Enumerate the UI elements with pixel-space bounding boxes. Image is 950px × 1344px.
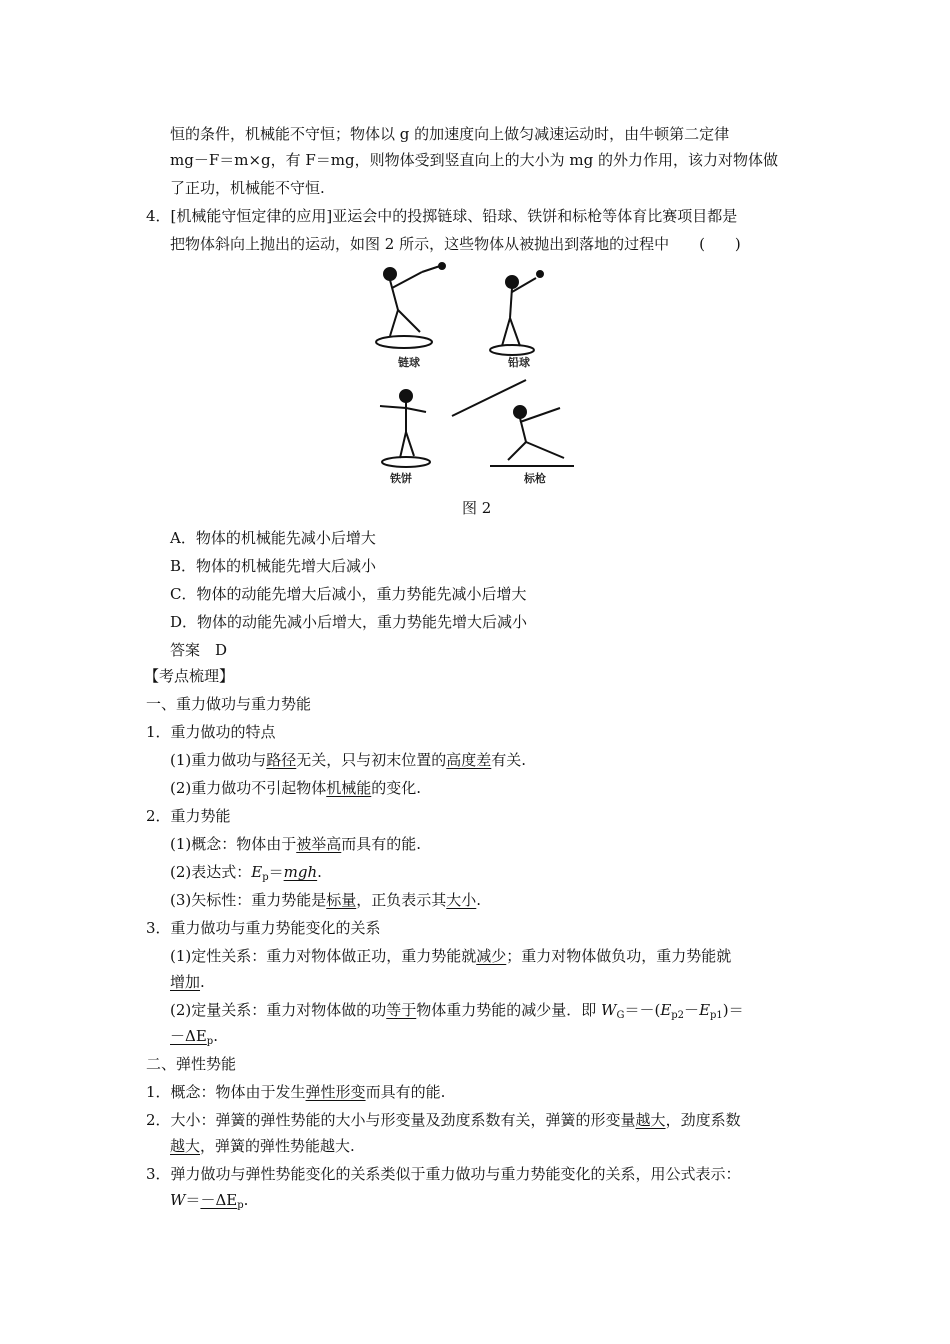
part2-item3-line2: $W=-\Delta E_p$. [170, 1191, 249, 1211]
q3-text-line-3: 了正功，机械能不守恒. [170, 179, 325, 197]
part1-item3-sub2-line1: (2)定量关系：重力对物体做的功等于物体重力势能的减少量．即 $W_G=-(E_{p2}-E_{p1})=$ [170, 1001, 744, 1021]
q3-text-line-2: mg－F＝m×g，有 F＝mg，则物体受到竖直向上的大小为 mg 的外力作用，该力对物体做 [170, 151, 778, 169]
part1-item1-sub1: (1)重力做功与路径无关，只与初末位置的高度差有关. [170, 751, 527, 769]
part2-item2-line1: 2．大小：弹簧的弹性势能的大小与形变量及劲度系数有关，弹簧的形变量越大，劲度系数 [146, 1111, 741, 1129]
q4-option-c: C．物体的动能先增大后减小，重力势能先减小后增大 [170, 585, 527, 603]
part2-item3-line1: 3．弹力做功与弹性势能变化的关系类似于重力做功与重力势能变化的关系，用公式表示： [146, 1165, 741, 1183]
part1-item3-title: 3．重力做功与重力势能变化的关系 [146, 919, 381, 937]
figure-label-shot-put: 铅球 [508, 356, 530, 369]
javelin-illustration [452, 380, 574, 466]
figure-label-hammer: 链球 [398, 356, 420, 369]
q4-option-a: A．物体的机械能先减小后增大 [170, 529, 376, 547]
q3-text-line-1: 恒的条件，机械能不守恒；物体以 g 的加速度向上做匀减速运动时，由牛顿第二定律 [170, 125, 730, 143]
part1-item3-sub1-line1: (1)定性关系：重力对物体做正功，重力势能就减少；重力对物体做负功，重力势能就 [170, 947, 732, 965]
part1-item1-sub2: (2)重力做功不引起物体机械能的变化. [170, 779, 422, 797]
part2-item1: 1．概念：物体由于发生弹性形变而具有的能. [146, 1083, 446, 1101]
discus-illustration [380, 390, 430, 467]
part1-item2-sub3: (3)矢标性：重力势能是标量，正负表示其大小. [170, 891, 482, 909]
q4-option-d: D．物体的动能先减小后增大，重力势能先增大后减小 [170, 613, 528, 631]
section-header-key-points: 【考点梳理】 [144, 667, 235, 685]
part1-item3-sub2-line2: $-\Delta E_p$. [170, 1027, 218, 1047]
part2-title: 二、弹性势能 [146, 1055, 237, 1073]
part1-item3-sub1-line2: 增加. [170, 973, 205, 991]
figure-2-throwing-events [360, 262, 596, 488]
part1-item2-sub1: (1)概念：物体由于被举高而具有的能. [170, 835, 422, 853]
figure-caption: 图 2 [462, 499, 492, 517]
part1-item1-title: 1．重力做功的特点 [146, 723, 276, 741]
part2-item2-line2: 越大，弹簧的弹性势能越大. [170, 1137, 355, 1155]
hammer-throw-illustration [376, 263, 445, 348]
q4-option-b: B．物体的机械能先增大后减小 [170, 557, 377, 575]
shot-put-illustration [490, 271, 543, 355]
part1-title: 一、重力做功与重力势能 [146, 695, 312, 713]
q4-stem-line-1: 4．[机械能守恒定律的应用]亚运会中的投掷链球、铅球、铁饼和标枪等体育比赛项目都是 [146, 207, 738, 225]
part1-item2-sub2: (2)表达式：$E_p=mgh$. [170, 863, 322, 883]
q4-stem-line-2: 把物体斜向上抛出的运动，如图 2 所示，这些物体从被抛出到落地的过程中 ( ) [170, 235, 741, 253]
q4-answer: 答案 D [170, 641, 228, 659]
figure-label-discus: 铁饼 [390, 472, 412, 485]
figure-label-javelin: 标枪 [524, 472, 546, 485]
part1-item2-title: 2．重力势能 [146, 807, 231, 825]
